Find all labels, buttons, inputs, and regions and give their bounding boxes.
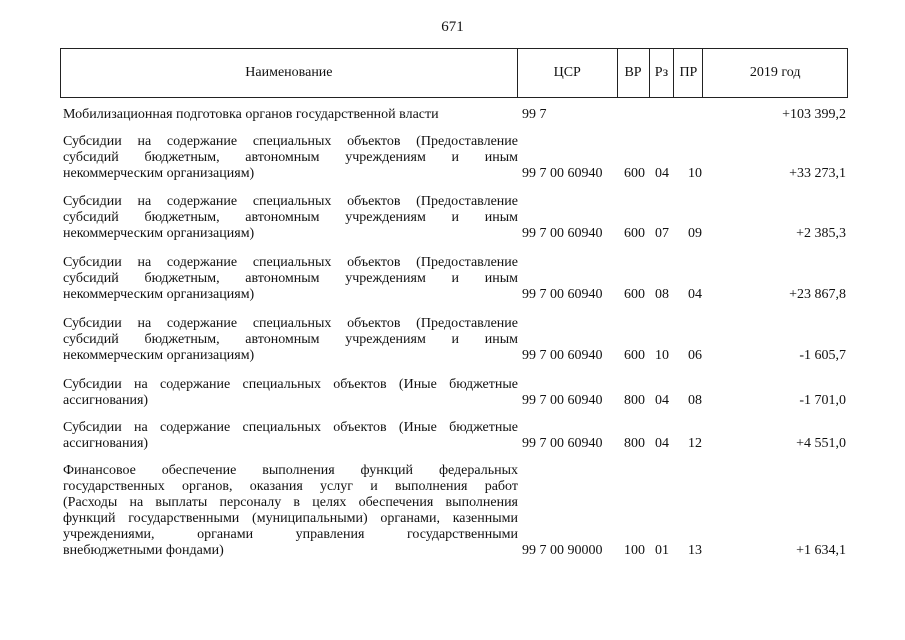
row-name-line: ассигнования) [63, 393, 149, 408]
row-vr: 600 [624, 166, 645, 181]
row-name [63, 377, 518, 409]
row-rz: 10 [655, 348, 669, 363]
row-rz: 04 [655, 436, 669, 451]
row-name [63, 255, 518, 303]
row-name [63, 107, 518, 123]
row-pr: 12 [688, 436, 702, 451]
row-sum: +103 399,2 [782, 107, 846, 122]
row-name-line: государственных органов, оказания услуг и выполнения работ [63, 479, 518, 494]
row-sum: +23 867,8 [789, 287, 846, 302]
row-sum: +4 551,0 [796, 436, 846, 451]
header-vr: ВР [618, 49, 650, 97]
row-name-line: Мобилизационная подготовка органов государственной власти [63, 107, 439, 122]
row-name-line: субсидий бюджетным, автономным учреждениям и иным [63, 332, 518, 347]
row-pr: 09 [688, 226, 702, 241]
row-name-line: Субсидии на содержание специальных объектов (Иные бюджетные [63, 377, 518, 392]
row-sum: +2 385,3 [796, 226, 846, 241]
header-rz: Рз [650, 49, 675, 97]
row-name [63, 316, 518, 364]
row-sum: -1 605,7 [799, 348, 846, 363]
row-name [63, 463, 518, 559]
row-vr: 800 [624, 393, 645, 408]
row-pr: 10 [688, 166, 702, 181]
row-name-line: внебюджетными фондами) [63, 543, 224, 558]
row-name-line: функций государственными (муниципальными) органами, казенными [63, 511, 518, 526]
row-csr: 99 7 00 60940 [522, 393, 603, 408]
row-pr: 13 [688, 543, 702, 558]
row-name-line: некоммерческим организациям) [63, 226, 255, 241]
header-pr: ПР [674, 49, 703, 97]
row-csr: 99 7 00 60940 [522, 436, 603, 451]
row-csr: 99 7 00 60940 [522, 287, 603, 302]
row-name-line: некоммерческим организациям) [63, 348, 255, 363]
row-name-line: Субсидии на содержание специальных объектов (Предоставление [63, 134, 518, 149]
row-name-line: некоммерческим организациям) [63, 166, 255, 181]
header-csr: ЦСР [518, 49, 618, 97]
row-csr: 99 7 00 60940 [522, 226, 603, 241]
row-csr: 99 7 00 60940 [522, 166, 603, 181]
row-rz: 04 [655, 393, 669, 408]
row-csr: 99 7 00 90000 [522, 543, 603, 558]
row-vr: 800 [624, 436, 645, 451]
row-name-line: ассигнования) [63, 436, 149, 451]
row-sum: +33 273,1 [789, 166, 846, 181]
row-name-line: субсидий бюджетным, автономным учреждениям и иным [63, 271, 518, 286]
row-name [63, 134, 518, 182]
row-name-line: некоммерческим организациям) [63, 287, 255, 302]
row-name-line: Субсидии на содержание специальных объектов (Иные бюджетные [63, 420, 518, 435]
row-name [63, 420, 518, 452]
row-name-line: субсидий бюджетным, автономным учреждениям и иным [63, 150, 518, 165]
row-rz: 07 [655, 226, 669, 241]
row-csr: 99 7 [522, 107, 547, 122]
header-name: Наименование [61, 49, 518, 97]
row-vr: 600 [624, 348, 645, 363]
row-rz: 04 [655, 166, 669, 181]
row-vr: 600 [624, 287, 645, 302]
row-name-line: Финансовое обеспечение выполнения функций федеральных [63, 463, 518, 478]
row-name-line: Субсидии на содержание специальных объектов (Предоставление [63, 194, 518, 209]
row-pr: 06 [688, 348, 702, 363]
row-name-line: субсидий бюджетным, автономным учреждениям и иным [63, 210, 518, 225]
row-csr: 99 7 00 60940 [522, 348, 603, 363]
row-name-line: (Расходы на выплаты персоналу в целях обеспечения выполнения [63, 495, 518, 510]
row-pr: 08 [688, 393, 702, 408]
row-sum: -1 701,0 [799, 393, 846, 408]
row-rz: 08 [655, 287, 669, 302]
row-rz: 01 [655, 543, 669, 558]
row-name [63, 194, 518, 242]
header-year: 2019 год [749, 65, 801, 80]
row-vr: 100 [624, 543, 645, 558]
row-pr: 04 [688, 287, 702, 302]
row-name-line: учреждениями, органами управления государственными [63, 527, 518, 542]
row-name-line: Субсидии на содержание специальных объектов (Предоставление [63, 255, 518, 270]
table-header [60, 48, 848, 98]
row-vr: 600 [624, 226, 645, 241]
row-sum: +1 634,1 [796, 543, 846, 558]
row-name-line: Субсидии на содержание специальных объектов (Предоставление [63, 316, 518, 331]
page-number: 671 [441, 19, 464, 35]
